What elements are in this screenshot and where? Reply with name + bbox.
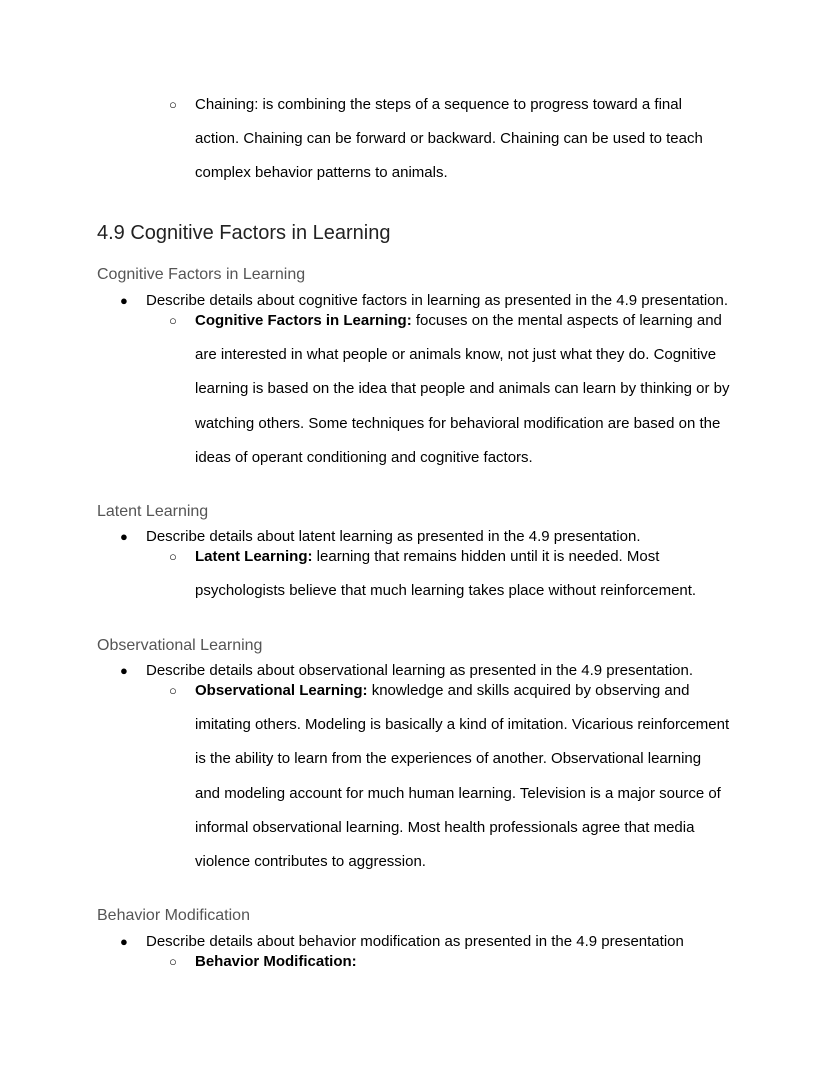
bullet-text: Describe details about behavior modification as presented in the 4.9 presentation: [146, 933, 684, 950]
definition-term: Latent Learning:: [195, 548, 313, 565]
bullet-text: Describe details about cognitive factors in learning as presented in the 4.9 presentation.: [146, 292, 729, 309]
hollow-bullet-icon: ○: [169, 954, 177, 969]
hollow-bullet-icon: ○: [169, 683, 177, 698]
subsection-heading: Behavior Modification: [97, 907, 250, 924]
bullet-text: Describe details about latent learning as presented in the 4.9 presentation.: [146, 528, 641, 545]
bullet-icon: ●: [120, 293, 128, 308]
bullet-icon: ●: [120, 934, 128, 949]
bullet-text: Describe details about observational learning as presented in the 4.9 presentation.: [146, 662, 694, 679]
subsection-heading: Cognitive Factors in Learning: [97, 266, 306, 283]
bullet-icon: ●: [120, 663, 128, 678]
chaining-text: Chaining: is combining the steps of a sequence to progress toward a final action. Chaining can be forward or backward. Chaining can be used to teach complex behavior patterns to animals.: [195, 96, 703, 182]
definition-item: [169, 674, 730, 879]
definition-term: Observational Learning:: [195, 682, 368, 699]
definition-item: [169, 945, 730, 979]
hollow-bullet-icon: ○: [169, 313, 177, 328]
subsection-heading: Observational Learning: [97, 637, 263, 654]
definition-term: Cognitive Factors in Learning:: [195, 312, 412, 329]
bullet-icon: ●: [120, 529, 128, 544]
definition-text: focuses on the mental aspects of learning and are interested in what people or animals know, not just what they do. Cognitive learning is based on the idea that people and animals can learn by thinking or by watching others. Some techniques for behavioral modification are based on the ideas of operant conditioning and cognitive factors.: [195, 312, 730, 466]
subsection-heading: Latent Learning: [97, 503, 209, 520]
chaining-item: [169, 88, 730, 191]
hollow-bullet-icon: ○: [169, 97, 177, 112]
hollow-bullet-icon: ○: [169, 549, 177, 564]
section-title: 4.9 Cognitive Factors in Learning: [97, 222, 391, 244]
definition-item: [169, 540, 730, 608]
definition-text: learning that remains hidden until it is needed. Most psychologists believe that much learning takes place without reinforcement.: [195, 548, 697, 600]
definition-item: [169, 304, 730, 475]
definition-text: knowledge and skills acquired by observing and imitating others. Modeling is basically a kind of imitation. Vicarious reinforcement is the ability to learn from the experiences of another. Observational learning and modeling account for much human learning. Television is a major source of informal observational learning. Most health professionals agree that media violence contributes to aggression.: [195, 682, 730, 871]
definition-term: Behavior Modification:: [195, 953, 357, 970]
